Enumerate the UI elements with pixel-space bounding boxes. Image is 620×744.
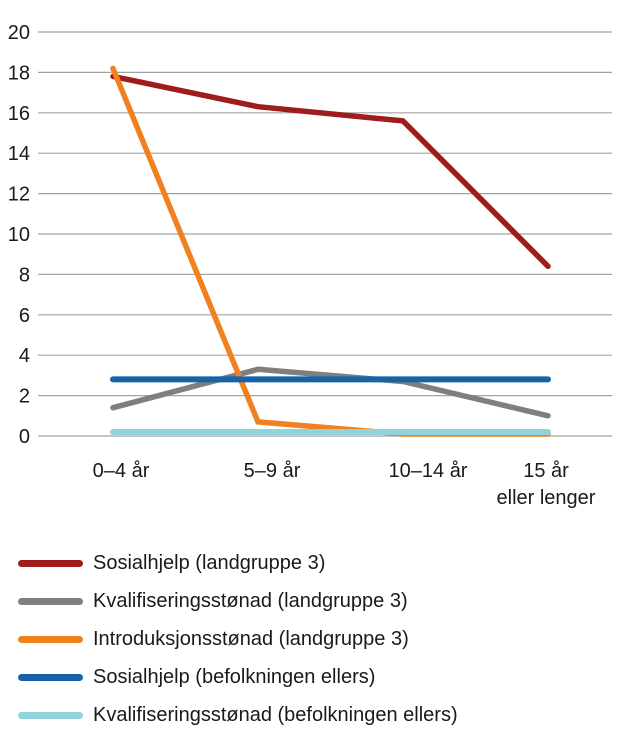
y-axis-tick-label: 16: [7, 102, 30, 125]
y-axis-tick-label: 10: [7, 224, 30, 246]
legend-item-sosialhjelp-befolkningen: [0, 658, 620, 696]
y-axis-tick-label: 12: [7, 183, 30, 206]
legend-swatch-introduksjonsstonad-landgruppe3: [18, 636, 83, 643]
y-axis-tick-label: 0: [18, 426, 30, 448]
y-axis-tick-label: 6: [18, 304, 30, 327]
y-axis-tick-label: 14: [7, 143, 30, 166]
legend-label: Kvalifiseringsstønad (befolkningen ellers): [93, 704, 458, 726]
x-axis-category-label: 10–14 år: [388, 460, 468, 482]
x-axis-category-label: 5–9 år: [243, 460, 301, 482]
legend-swatch-sosialhjelp-befolkningen: [18, 674, 83, 681]
y-axis-tick-label: 20: [7, 22, 30, 44]
legend-swatch-sosialhjelp-landgruppe3: [18, 560, 83, 567]
legend-swatch-kvalifiseringsstonad-landgruppe3: [18, 598, 83, 605]
legend-item-sosialhjelp-landgruppe3: [0, 544, 620, 582]
y-axis-tick-label: 4: [18, 345, 30, 368]
x-axis-category-label: 0–4 år: [92, 460, 150, 482]
legend-label: Kvalifiseringsstønad (landgruppe 3): [93, 590, 408, 612]
legend-item-kvalifiseringsstonad-landgruppe3: [0, 582, 620, 620]
legend-label: Sosialhjelp (landgruppe 3): [93, 552, 326, 574]
legend-label: Sosialhjelp (befolkningen ellers): [93, 666, 376, 688]
x-axis-category-label: 15 år eller lenger: [496, 460, 596, 509]
series-line-1: [113, 369, 548, 416]
legend-swatch-kvalifiseringsstonad-befolkningen: [18, 712, 83, 719]
series-line-0: [113, 76, 548, 266]
y-axis-tick-label: 18: [7, 62, 30, 85]
legend-label: Introduksjonsstønad (landgruppe 3): [93, 628, 409, 650]
legend-item-introduksjonsstonad-landgruppe3: [0, 620, 620, 658]
y-axis-tick-label: 2: [18, 385, 30, 408]
chart-legend: [0, 544, 620, 734]
y-axis-tick-label: 8: [18, 264, 30, 287]
legend-item-kvalifiseringsstonad-befolkningen: [0, 696, 620, 734]
